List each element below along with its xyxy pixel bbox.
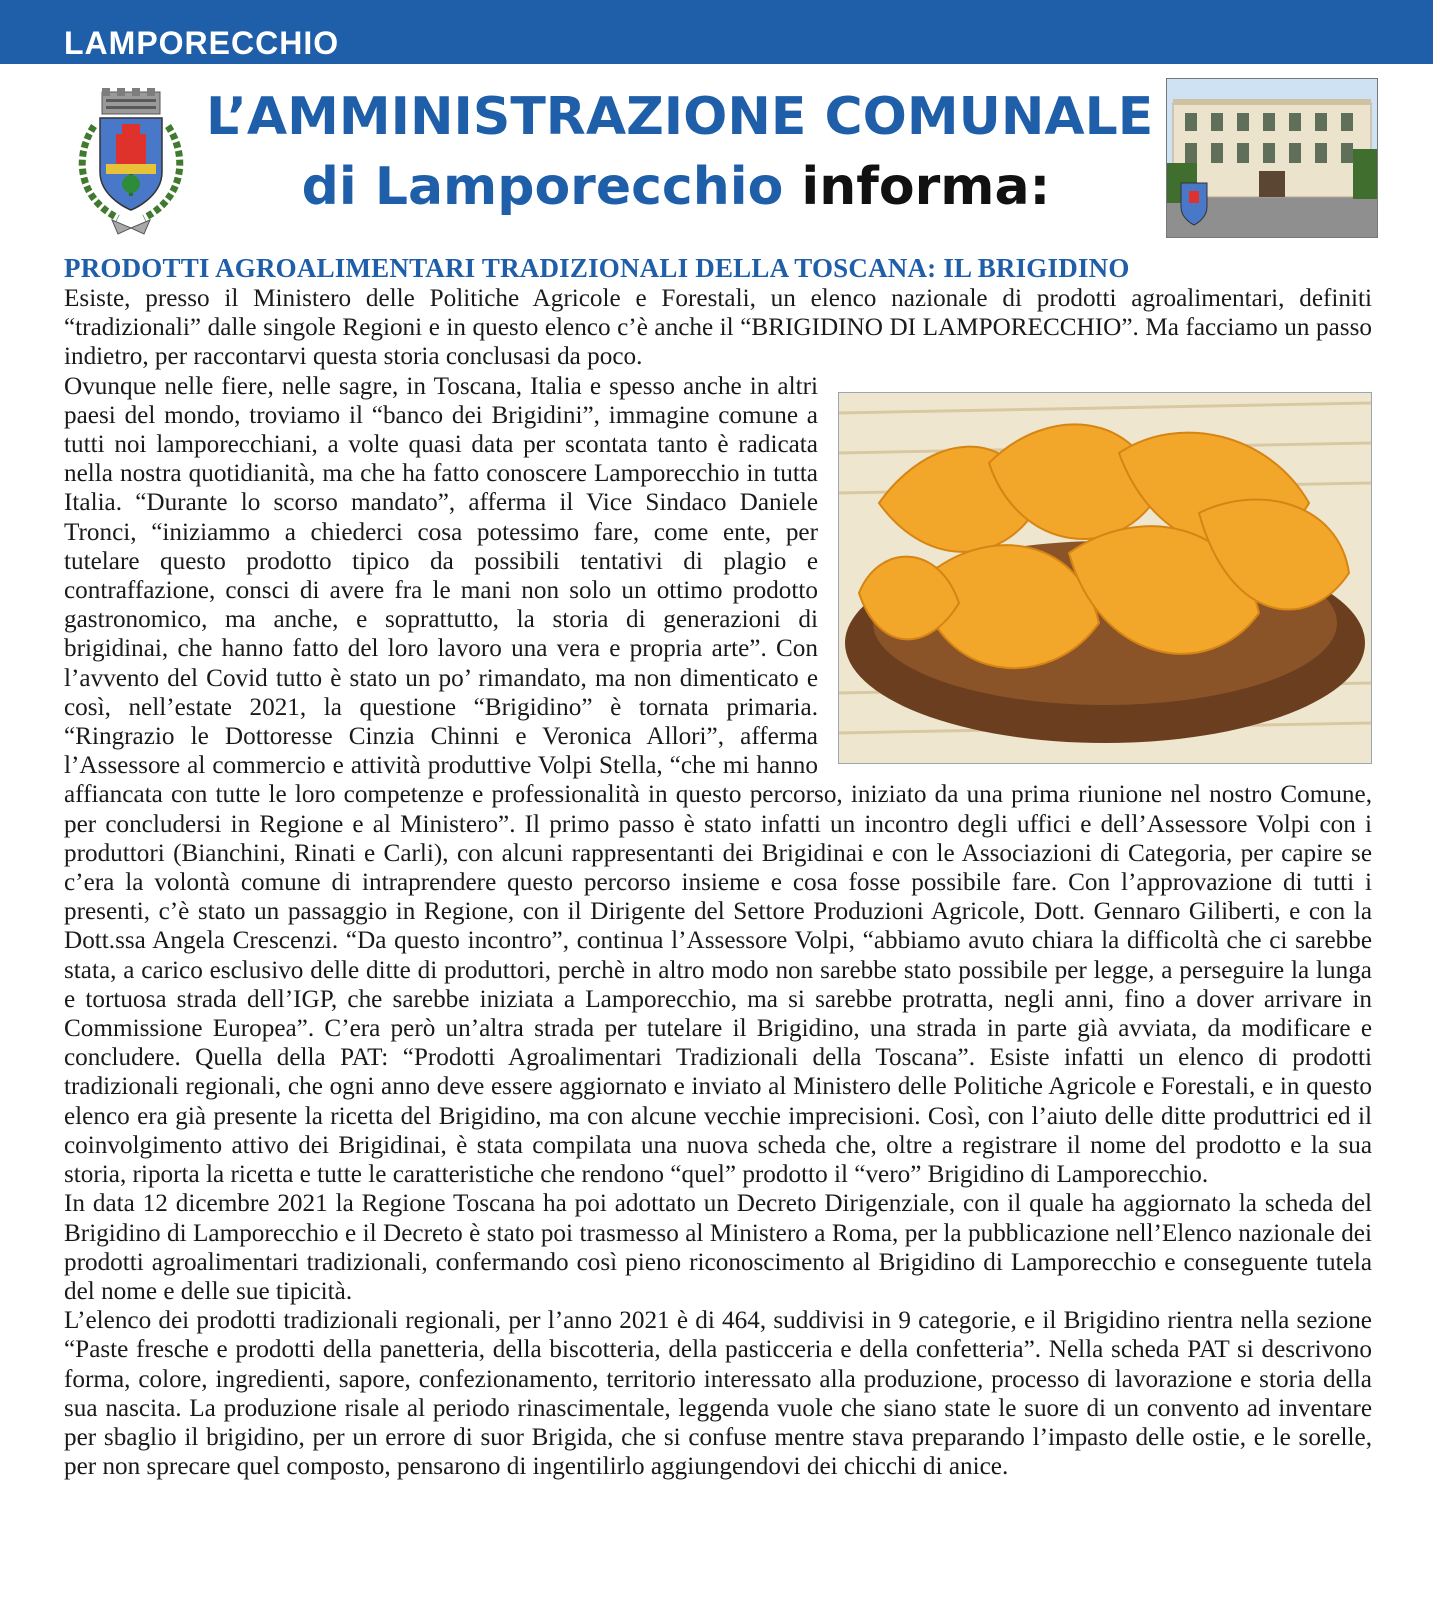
coat-of-arms-icon [72,86,190,236]
town-hall-photo [1166,78,1378,238]
paragraph: Esiste, presso il Ministero delle Politiche Agricole e Forestali, un elenco nazionale di prodotti agroalimentari, definiti “tradizionali” dalle singole Regioni e in questo elenco c’è anche il “BRIGIDINO DI LAMPORECCHIO”. Ma facciamo un passo indietro, per raccontarvi questa storia conclusasi da poco. [64,285,1372,371]
headline-line-1: L’AMMINISTRAZIONE COMUNALE [206,87,1154,147]
brigidini-basket-photo [838,392,1372,764]
headline-line-2 [206,152,1146,222]
headline-informa: informa: [801,157,1051,217]
paragraph: Ovunque nelle fiere, nelle sagre, in Toscana, Italia e spesso anche in altri paesi del mondo, troviamo il “banco dei Brigidini”, immagine comune a tutti noi lamporecchiani, a volte quasi data per scontata tanto è radicata nella nostra quotidianità, ma che ha fatto conoscere Lamporecchio in tutta Italia. “Durante lo scorso mandato”, afferma il Vice Sindaco Daniele Tronci, “iniziammo a chiederci cosa potessimo fare, come ente, per tutelare questo prodotto tipico da possibili tentativi di plagio e contraffazione, consci di avere fra le mani non solo un ottimo prodotto gastronomico, ma anche, e soprattutto, la storia di generazioni di brigidinai, che hanno fatto del loro lavoro una vera e propria arte”. Con l’avvento del Covid tutto è stato un po’ rimandato, ma non dimenticato e così, nell’estate 2021, la questione “Brigidino” è tornata primaria. “Ringrazio le Dottoresse Cinzia Chinni e Veronica Allori”, afferma l’Assessore al commercio e attività produttive Volpi Stella, “che mi hanno affiancata con tutte le loro competenze e professionalità in questo percorso, iniziato da una prima riunione nel nostro Comune, per concludersi in Regione e al Ministero”. Il primo passo è stato infatti un incontro degli uffici e dell’Assessore Volpi con i produttori (Bianchini, Rinati e Carli), con alcuni rappresentanti dei Brigidinai e con le Associazioni di Categoria, per capire se c’era la volontà comune di intraprendere questo percorso insieme e cosa fosse possibile fare. Con l’approvazione di tutti i presenti, c’è stato un passaggio in Regione, con il Dirigente del Settore Produzioni Agricole, Dott. Gennaro Giliberti, e con la Dott.ssa Angela Crescenzi. “Da questo incontro”, continua l’Assessore Volpi, “abbiamo avuto chiara la difficoltà che ci sarebbe stata, a carico esclusivo delle ditte di produttori, perchè in altro modo non sarebbe stato possibile per legge, a perseguire la lunga e tortuosa strada dell’IGP, che sarebbe iniziata a Lamporecchio, ma si sarebbe protratta, negli anni, fino a dover arrivare in Commissione Europea”. C’era però un’altra strada per tutelare il Brigidino, una strada in parte già avviata, da modificare e concludere. Quella della PAT: “Prodotti Agroalimentari Tradizionali della Toscana”. Esiste infatti un elenco di prodotti tradizionali regionali, che ogni anno deve essere aggiornato e inviato al Ministero delle Politiche Agricole e Forestali, e in questo elenco era già presente la ricetta del Brigidino, ma con alcune vecchie imprecisioni. Così, con l’aiuto delle ditte produttrici ed il coinvolgimento attivo dei Brigidinai, è stata compilata una nuova scheda che, oltre a registrare il nome del prodotto e la sua storia, riporta la ricetta e tutte le caratteristiche che rendono “quel” prodotto il “vero” Brigidino di Lamporecchio. [64,372,1372,1189]
section-label: LAMPORECCHIO [64,25,340,61]
headline [206,82,1154,222]
article-title: PRODOTTI AGROALIMENTARI TRADIZIONALI DELLA TOSCANA: IL BRIGIDINO [64,253,1130,283]
headline-town-name: di Lamporecchio [301,157,784,217]
section-banner [0,0,1433,64]
paragraph: L’elenco dei prodotti tradizionali regionali, per l’anno 2021 è di 464, suddivisi in 9 categorie, e il Brigidino rientra nella sezione “Paste fresche e prodotti della panetteria, della biscotteria, della pasticceria e della confetteria”. Nella scheda PAT si descrivono forma, colore, ingredienti, sapore, confezionamento, territorio interessato alla produzione, processo di lavorazione e storia della sua nascita. La produzione risale al periodo rinascimentale, leggenda vuole che siano state le suore di un convento ad inventare per sbaglio il brigidino, per un errore di suor Brigida, che si confuse mentre stava preparando l’impasto delle ostie, e le sorelle, per non sprecare quel composto, pensarono di ingentilirlo aggiungendovi dei chicchi di anice. [64,1307,1372,1481]
article [64,252,1372,1481]
paragraph: In data 12 dicembre 2021 la Regione Toscana ha poi adottato un Decreto Dirigenziale, con il quale ha aggiornato la scheda del Brigidino di Lamporecchio e il Decreto è stato poi trasmesso al Ministero a Roma, per la pubblicazione nell’Elenco nazionale dei prodotti agroalimentari tradizionali, confermando così pieno riconoscimento al Brigidino di Lamporecchio e conseguente tutela del nome e delle sue tipicità. [64,1190,1372,1305]
